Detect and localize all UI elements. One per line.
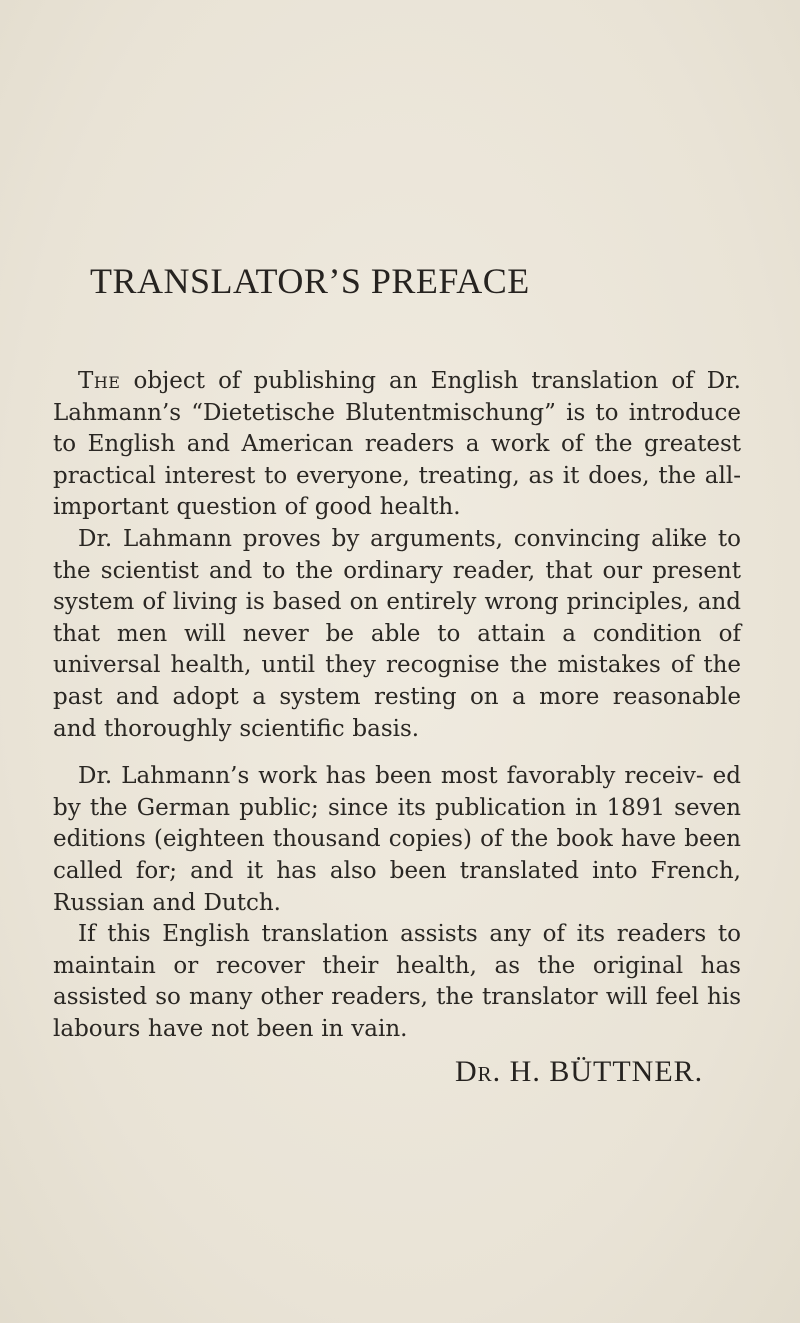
signature-title: Dr.	[455, 1055, 502, 1088]
preface-heading: TRANSLATOR’S PREFACE	[90, 261, 530, 301]
paragraph-1-text: object of publishing an English translation of Dr. Lahmann’s “Dietetische Blutentmischung” is to introduce to English and American readers a work of the greatest practical interest to everyone, treating, as it does, the all-important question of good health.	[53, 368, 741, 521]
paragraph-2: Dr. Lahmann proves by arguments, convincing alike to the scientist and to the ordinary reader, that our present system of living is based on entirely wrong principles, and that men will never be able to attain a condition of universal health, until they recognise the mistakes of the past and adopt a system resting on a more reasonable and thoroughly scientific basis.	[53, 525, 741, 742]
paragraph-4: If this English translation assists any of its readers to maintain or recover their health, as the original has assisted so many other readers, the translator will feel his labours have not been in vain.	[53, 921, 741, 1042]
paragraph-1	[53, 366, 741, 524]
paragraph-1-lead: The	[78, 368, 121, 394]
signature-name: H. BÜTTNER.	[501, 1055, 704, 1088]
paragraph-3: Dr. Lahmann’s work has been most favorably receiv- ed by the German public; since its publication in 1891 seven editions (eighteen thousand copies) of the book have been called for; and it has also been translated into French, Russian and Dutch.	[53, 763, 741, 916]
translator-signature	[455, 1055, 703, 1089]
preface-body	[53, 366, 741, 1045]
